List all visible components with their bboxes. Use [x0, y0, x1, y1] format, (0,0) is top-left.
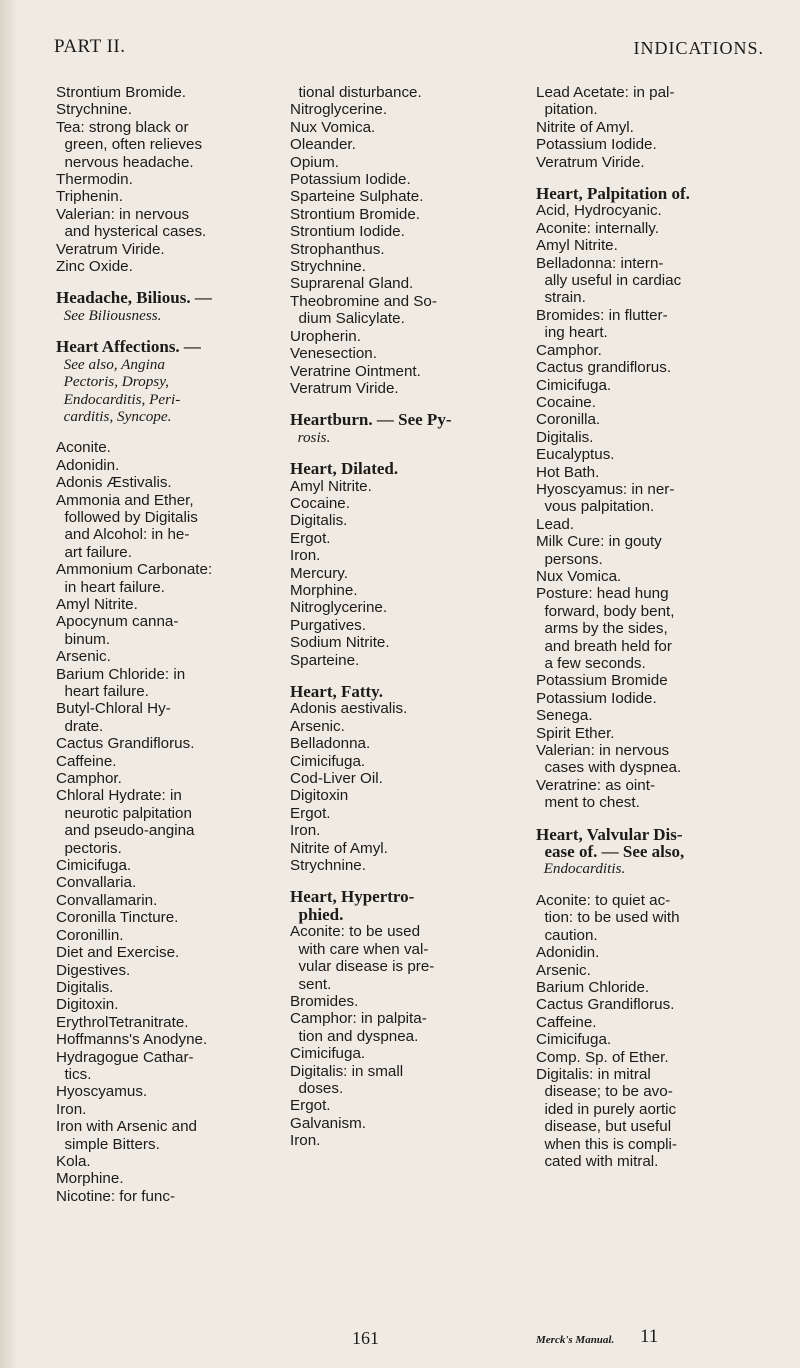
spacer	[56, 324, 270, 338]
entry-heading: Headache, Bilious. —	[56, 288, 212, 308]
remedy-line: Potassium Bromide	[536, 672, 668, 690]
remedy-line: Coronillin.	[56, 926, 124, 944]
remedy-line: Suprarenal Gland.	[290, 275, 414, 293]
remedy-line: Nitroglycerine.	[290, 599, 388, 617]
remedy-line: tional disturbance.	[290, 84, 422, 101]
remedy-line: Opium.	[290, 153, 339, 171]
remedy-line: Iron.	[56, 1100, 87, 1118]
remedy-line: cated with mitral.	[536, 1152, 659, 1170]
remedy-line: Barium Chloride.	[536, 978, 650, 996]
cross-reference: carditis, Syncope.	[56, 407, 172, 425]
remedy-line: Comp. Sp. of Ether.	[536, 1048, 669, 1066]
remedy-line: persons.	[536, 550, 603, 568]
remedy-line: Potassium Iodide.	[290, 171, 411, 189]
remedy-line: Cimicifuga.	[290, 752, 366, 770]
remedy-line: Ammonia and Ether,	[56, 491, 194, 509]
remedy-line: Strontium Bromide.	[56, 84, 186, 101]
entry-heading: Heart, Dilated.	[290, 459, 399, 479]
remedy-line: Sodium Nitrite.	[290, 634, 390, 652]
remedy-line: in heart failure.	[56, 578, 165, 596]
remedy-line: dium Salicylate.	[290, 310, 405, 328]
entry-heading: Heart, Valvular Dis-	[536, 824, 683, 844]
remedy-line: arms by the sides,	[536, 620, 668, 638]
spacer	[56, 275, 270, 289]
remedy-line: Digitalis.	[56, 978, 114, 996]
remedy-line: Uropherin.	[290, 327, 361, 345]
cross-reference: See also, Angina	[56, 355, 165, 373]
remedy-line: Amyl Nitrite.	[56, 595, 138, 613]
spacer	[536, 878, 772, 892]
remedy-line: Camphor.	[536, 341, 602, 359]
remedy-line: forward, body bent,	[536, 602, 675, 620]
remedy-line: with care when val-	[290, 940, 429, 958]
entry-heading: Heart, Palpitation of.	[536, 184, 690, 204]
remedy-line: Cimicifuga.	[536, 1031, 612, 1049]
remedy-line: Convallamarin.	[56, 891, 158, 909]
remedy-line: Nitrite of Amyl.	[536, 118, 634, 136]
remedy-line: Strophanthus.	[290, 240, 385, 258]
spacer	[290, 446, 518, 460]
cross-reference: rosis.	[290, 428, 331, 446]
remedy-line: Theobromine and So-	[290, 292, 437, 310]
remedy-line: Cod-Liver Oil.	[290, 770, 383, 788]
remedy-line: Belladonna: intern-	[536, 254, 664, 272]
remedy-line: Arsenic.	[536, 961, 591, 979]
remedy-line: Arsenic.	[56, 648, 111, 666]
remedy-line: Coronilla.	[536, 411, 601, 429]
remedy-line: sent.	[290, 975, 332, 993]
remedy-line: Hoffmanns's Anodyne.	[56, 1031, 208, 1049]
remedy-line: Morphine.	[290, 581, 358, 599]
remedy-line: Lead.	[536, 515, 575, 533]
remedy-line: green, often relieves	[56, 136, 203, 154]
remedy-line: Strontium Bromide.	[290, 205, 420, 223]
running-header-right: INDICATIONS.	[633, 38, 764, 58]
remedy-line: Caffeine.	[56, 752, 117, 770]
remedy-line: Milk Cure: in gouty	[536, 533, 662, 551]
page-number: 161	[352, 1328, 379, 1348]
remedy-line: Acid, Hydrocyanic.	[536, 202, 662, 220]
remedy-line: Iron.	[290, 1132, 321, 1150]
remedy-line: Purgatives.	[290, 616, 366, 634]
remedy-line: Amyl Nitrite.	[290, 477, 372, 495]
page-edge-shadow	[0, 0, 18, 1368]
remedy-line: Nux Vomica.	[536, 567, 622, 585]
remedy-line: neurotic palpitation	[56, 804, 192, 822]
remedy-line: Nux Vomica.	[290, 118, 376, 136]
remedy-line: vular disease is pre-	[290, 958, 435, 976]
remedy-line: and hysterical cases.	[56, 223, 207, 241]
remedy-line: Cimicifuga.	[56, 857, 132, 875]
remedy-line: Ergot.	[290, 804, 331, 822]
remedy-line: Hyoscyamus.	[56, 1083, 148, 1101]
remedy-line: ment to chest.	[536, 794, 640, 812]
remedy-line: Digestives.	[56, 961, 131, 979]
spacer	[56, 425, 270, 439]
remedy-line: Diet and Exercise.	[56, 944, 180, 962]
remedy-line: a few seconds.	[536, 655, 646, 672]
remedy-line: Galvanism.	[290, 1114, 366, 1132]
remedy-line: binum.	[56, 630, 111, 648]
remedy-line: and breath held for	[536, 637, 672, 655]
remedy-line: pectoris.	[56, 839, 122, 857]
remedy-line: ErythrolTetranitrate.	[56, 1013, 189, 1031]
remedy-line: Eucalyptus.	[536, 446, 615, 464]
remedy-line: Nicotine: for func-	[56, 1187, 176, 1205]
entry-heading: Heart, Fatty.	[290, 682, 383, 701]
remedy-line: Nitrite of Amyl.	[290, 839, 388, 857]
remedy-line: Chloral Hydrate: in	[56, 787, 182, 805]
spacer	[290, 669, 518, 683]
remedy-line: Digitalis: in small	[290, 1062, 404, 1080]
remedy-line: Potassium Iodide.	[536, 136, 657, 154]
remedy-line: Aconite: to quiet ac-	[536, 891, 671, 909]
remedy-line: Iron.	[290, 547, 321, 565]
remedy-line: Nitroglycerine.	[290, 101, 388, 119]
remedy-line: Convallaria.	[56, 874, 137, 892]
remedy-line: Strontium Iodide.	[290, 223, 405, 241]
remedy-line: tics.	[56, 1065, 92, 1083]
remedy-line: Veratrum Viride.	[290, 379, 399, 397]
remedy-line: Mercury.	[290, 564, 348, 582]
cross-reference: Endocarditis, Peri-	[56, 390, 181, 408]
remedy-line: Arsenic.	[290, 717, 345, 735]
remedy-line: Tea: strong black or	[56, 118, 189, 136]
remedy-line: disease, but useful	[536, 1118, 672, 1136]
remedy-line: Valerian: in nervous	[536, 742, 670, 760]
column-1	[56, 84, 270, 1205]
remedy-line: Belladonna.	[290, 735, 371, 753]
spacer	[536, 812, 772, 826]
remedy-line: Camphor: in palpita-	[290, 1010, 427, 1028]
remedy-line: Posture: head hung	[536, 585, 669, 603]
remedy-line: Cactus Grandiflorus.	[536, 996, 675, 1014]
entry-heading: Heart, Hypertro-	[290, 887, 415, 907]
spacer	[290, 397, 518, 411]
remedy-line: Digitoxin	[290, 787, 349, 805]
remedy-line: Triphenin.	[56, 188, 123, 206]
remedy-line: Veratrum Viride.	[56, 240, 165, 258]
remedy-line: heart failure.	[56, 683, 149, 700]
remedy-line: Strychnine.	[56, 101, 132, 119]
remedy-line: Senega.	[536, 707, 593, 725]
remedy-line: Aconite: internally.	[536, 219, 659, 237]
cross-reference: See Biliousness.	[56, 306, 162, 324]
remedy-line: caution.	[536, 926, 598, 944]
remedy-line: Ergot.	[290, 529, 331, 547]
remedy-line: Zinc Oxide.	[56, 258, 133, 276]
remedy-line: Cactus grandiflorus.	[536, 359, 672, 377]
entry-heading: Heart Affections. —	[56, 337, 201, 357]
remedy-line: Digitoxin.	[56, 996, 119, 1014]
remedy-line: vous palpitation.	[536, 498, 655, 516]
remedy-line: nervous headache.	[56, 153, 194, 171]
remedy-line: Cimicifuga.	[536, 376, 612, 394]
remedy-line: when this is compli-	[536, 1135, 677, 1153]
remedy-line: Cocaine.	[290, 494, 350, 512]
remedy-line: Kola.	[56, 1152, 91, 1170]
remedy-line: Coronilla Tincture.	[56, 909, 179, 927]
remedy-line: Adonidin.	[56, 456, 120, 474]
remedy-line: Spirit Ether.	[536, 724, 615, 742]
remedy-line: followed by Digitalis	[56, 508, 198, 526]
remedy-line: Amyl Nitrite.	[536, 237, 618, 255]
remedy-line: doses.	[290, 1079, 344, 1097]
column-2	[290, 84, 518, 1150]
cross-reference: Endocarditis.	[536, 860, 626, 878]
remedy-line: pitation.	[536, 101, 598, 119]
remedy-line: Veratrine: as oint-	[536, 776, 656, 794]
remedy-line: ally useful in cardiac	[536, 272, 682, 290]
remedy-line: Apocynum canna-	[56, 613, 179, 631]
remedy-line: Iron.	[290, 822, 321, 840]
remedy-line: tion: to be used with	[536, 909, 680, 927]
remedy-line: Hyoscyamus: in ner-	[536, 480, 675, 498]
cross-reference: Pectoris, Dropsy,	[56, 373, 169, 391]
remedy-line: Bromides: in flutter-	[536, 306, 668, 324]
remedy-line: strain.	[536, 289, 586, 307]
remedy-line: Strychnine.	[290, 258, 366, 276]
remedy-line: Aconite.	[56, 439, 111, 457]
remedy-line: Bromides.	[290, 992, 359, 1010]
remedy-line: Adonidin.	[536, 944, 600, 962]
remedy-line: Thermodin.	[56, 171, 133, 189]
column-3	[536, 84, 772, 1170]
remedy-line: drate.	[56, 717, 104, 735]
remedy-line: Digitalis.	[290, 512, 348, 530]
remedy-line: Strychnine.	[290, 857, 366, 875]
remedy-line: simple Bitters.	[56, 1135, 160, 1153]
remedy-line: Butyl-Chloral Hy-	[56, 700, 171, 718]
remedy-line: Ammonium Carbonate:	[56, 561, 213, 579]
remedy-line: Sparteine.	[290, 651, 360, 669]
remedy-line: Venesection.	[290, 345, 377, 363]
remedy-line: ing heart.	[536, 324, 608, 342]
remedy-line: Aconite: to be used	[290, 923, 421, 941]
remedy-line: Cactus Grandiflorus.	[56, 735, 195, 753]
remedy-line: Caffeine.	[536, 1013, 597, 1031]
remedy-line: and Alcohol: in he-	[56, 526, 190, 544]
remedy-line: Veratrine Ointment.	[290, 362, 421, 380]
remedy-line: Barium Chloride: in	[56, 665, 186, 683]
remedy-line: Cocaine.	[536, 393, 596, 411]
remedy-line: Digitalis.	[536, 428, 594, 446]
remedy-line: disease; to be avo-	[536, 1083, 673, 1101]
remedy-line: Veratrum Viride.	[536, 153, 645, 171]
remedy-line: Digitalis: in mitral	[536, 1065, 651, 1083]
remedy-line: Adonis Æstivalis.	[56, 474, 172, 492]
remedy-line: cases with dyspnea.	[536, 759, 682, 777]
spacer	[290, 874, 518, 888]
entry-heading: ease of. — See also,	[536, 842, 685, 862]
remedy-line: Oleander.	[290, 136, 356, 154]
entry-heading: Heartburn. — See Py-	[290, 410, 452, 430]
remedy-line: and pseudo-angina	[56, 822, 195, 840]
running-header-left: PART II.	[54, 36, 126, 57]
remedy-line: tion and dyspnea.	[290, 1027, 419, 1045]
remedy-line: Adonis aestivalis.	[290, 700, 408, 718]
footer-sheet-number: 11	[640, 1326, 659, 1347]
remedy-line: Camphor.	[56, 770, 122, 788]
remedy-line: Hot Bath.	[536, 463, 600, 481]
entry-heading: phied.	[290, 904, 344, 924]
spacer	[536, 171, 772, 185]
footer-signature: Merck's Manual.	[536, 1334, 615, 1346]
remedy-line: Iron with Arsenic and	[56, 1118, 197, 1136]
remedy-line: Hydragogue Cathar-	[56, 1048, 194, 1066]
remedy-line: Valerian: in nervous	[56, 205, 190, 223]
remedy-line: Sparteine Sulphate.	[290, 188, 424, 206]
remedy-line: art failure.	[56, 543, 132, 561]
remedy-line: Cimicifuga.	[290, 1045, 366, 1063]
remedy-line: ided in purely aortic	[536, 1100, 677, 1118]
remedy-line: Morphine.	[56, 1170, 124, 1188]
remedy-line: Lead Acetate: in pal-	[536, 84, 675, 101]
remedy-line: Ergot.	[290, 1097, 331, 1115]
remedy-line: Potassium Iodide.	[536, 689, 657, 707]
